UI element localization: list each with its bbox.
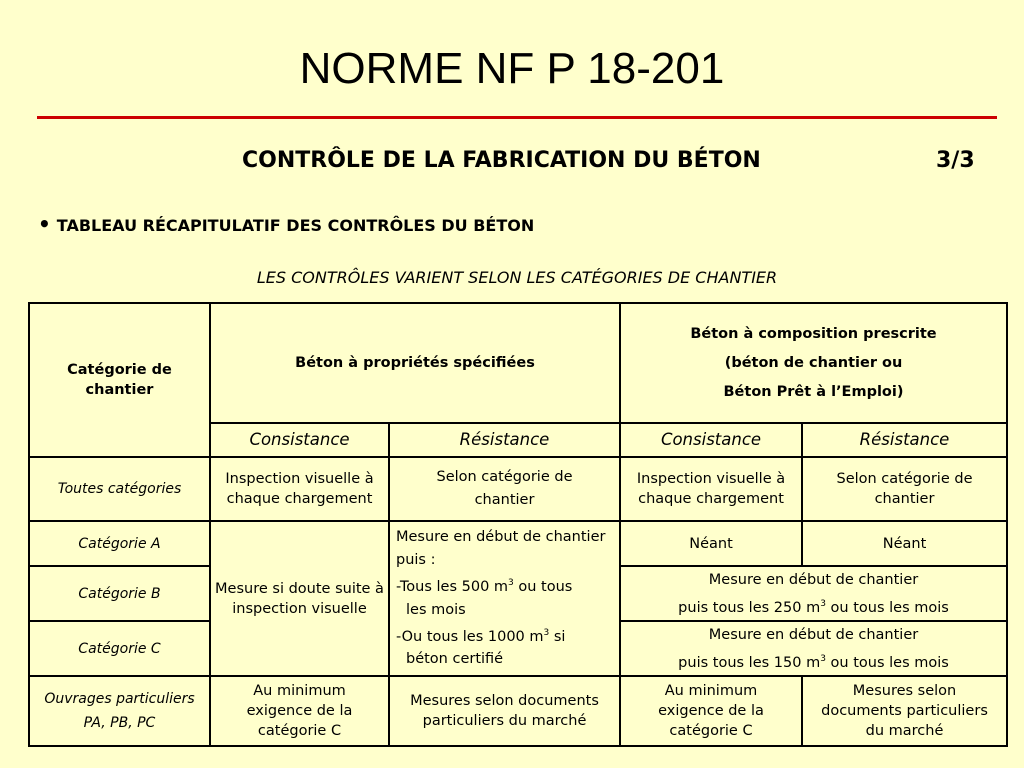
subheader-presc-resistance: Résistance bbox=[802, 423, 1007, 457]
header-presc-line-1: Béton à composition prescrite bbox=[690, 325, 937, 342]
abc-resistance-line-4-post: si bbox=[549, 628, 566, 645]
section-subtitle: CONTRÔLE DE LA FABRICATION DU BÉTON bbox=[242, 148, 761, 173]
abc-resistance-line-1: Mesure en début de chantier puis : bbox=[396, 528, 606, 568]
abc-resistance-line-4 bbox=[396, 622, 616, 649]
abc-resistance-line-4-sup: 3 bbox=[543, 627, 550, 638]
cell-ouvrages-spec-consistance-text: Au minimum exigence de la catégorie C bbox=[246, 683, 353, 739]
row-label-b: Catégorie B bbox=[29, 566, 210, 621]
abc-resistance-line-5: béton certifié bbox=[406, 651, 504, 668]
cell-ouvrages-presc-consistance-text: Au minimum exigence de la catégorie C bbox=[658, 683, 764, 739]
header-category bbox=[29, 303, 210, 457]
bullet-item bbox=[38, 212, 534, 236]
cell-b-presc-line-2 bbox=[624, 592, 1003, 620]
header-category-label: Catégorie de chantier bbox=[67, 362, 172, 398]
abc-resistance-line-2-text: -Tous les 500 m bbox=[396, 578, 509, 595]
cell-ouvrages-spec-resistance bbox=[389, 676, 620, 746]
cell-c-presc-line-2-text: puis tous les 150 m bbox=[678, 654, 821, 671]
subheader-spec-consistance: Consistance bbox=[210, 423, 389, 457]
cell-c-presc bbox=[620, 621, 1007, 676]
table-row bbox=[29, 521, 1007, 566]
row-label-a: Catégorie A bbox=[29, 521, 210, 566]
row-label-ouvrages-line-1: Ouvrages particuliers bbox=[44, 691, 195, 707]
cell-ouvrages-presc-resistance-text: Mesures selon documents particuliers du marché bbox=[821, 683, 988, 739]
bullet-text: TABLEAU RÉCAPITULATIF DES CONTRÔLES DU BÉTON bbox=[56, 216, 535, 235]
cell-toutes-presc-consistance: Inspection visuelle à chaque chargement bbox=[620, 457, 802, 521]
cell-c-presc-line-2-post: ou tous les mois bbox=[825, 654, 949, 671]
subheader-spec-resistance: Résistance bbox=[389, 423, 620, 457]
cell-toutes-spec-resistance-line-1: Selon catégorie de bbox=[436, 469, 573, 485]
cell-toutes-spec-resistance bbox=[389, 457, 620, 521]
cell-a-presc-resistance: Néant bbox=[802, 521, 1007, 566]
cell-toutes-spec-consistance: Inspection visuelle à chaque chargement bbox=[210, 457, 389, 521]
table-row bbox=[29, 676, 1007, 746]
abc-resistance-line-4-text: -Ou tous les 1000 m bbox=[396, 628, 544, 645]
cell-c-presc-line-2-sup: 3 bbox=[820, 653, 826, 664]
abc-resistance-line-2-sup: 3 bbox=[508, 577, 514, 588]
cell-b-presc-line-2-sup: 3 bbox=[820, 598, 826, 609]
header-presc-line-2: (béton de chantier ou bbox=[724, 354, 903, 371]
cell-toutes-spec-resistance-line-2: chantier bbox=[474, 492, 535, 508]
cell-toutes-presc-resistance: Selon catégorie de chantier bbox=[802, 457, 1007, 521]
row-label-toutes: Toutes catégories bbox=[29, 457, 210, 521]
cell-c-presc-line-1: Mesure en début de chantier bbox=[708, 626, 919, 643]
cell-b-presc-line-2-post: ou tous les mois bbox=[825, 599, 949, 616]
cell-a-presc-consistance: Néant bbox=[620, 521, 802, 566]
cell-b-presc-line-1: Mesure en début de chantier bbox=[708, 571, 919, 588]
row-label-ouvrages-line-2: PA, PB, PC bbox=[83, 715, 156, 731]
abc-resistance-line-3: les mois bbox=[406, 601, 466, 618]
cell-ouvrages-spec-consistance bbox=[210, 676, 389, 746]
title-divider bbox=[37, 116, 997, 119]
table-caption: LES CONTRÔLES VARIENT SELON LES CATÉGORIES DE CHANTIER bbox=[256, 268, 778, 287]
table-row bbox=[29, 457, 1007, 521]
table-header-row bbox=[29, 303, 1007, 423]
cell-abc-spec-consistance: Mesure si doute suite à inspection visuelle bbox=[210, 521, 389, 676]
cell-ouvrages-presc-resistance bbox=[802, 676, 1007, 746]
header-presc bbox=[620, 303, 1007, 423]
cell-ouvrages-presc-consistance bbox=[620, 676, 802, 746]
recap-table bbox=[28, 302, 1008, 747]
cell-abc-spec-resistance bbox=[389, 521, 620, 676]
abc-resistance-line-2 bbox=[396, 572, 616, 599]
header-presc-line-3: Béton Prêt à l’Emploi) bbox=[723, 383, 904, 400]
subheader-presc-consistance: Consistance bbox=[620, 423, 802, 457]
slide-title: NORME NF P 18-201 bbox=[299, 44, 725, 93]
abc-resistance-line-2-post: ou tous bbox=[513, 578, 573, 595]
row-label-c: Catégorie C bbox=[29, 621, 210, 676]
header-spec-label: Béton à propriétés spécifiées bbox=[295, 355, 535, 371]
page-indicator: 3/3 bbox=[936, 148, 975, 173]
row-label-ouvrages bbox=[29, 676, 210, 746]
cell-ouvrages-spec-resistance-text: Mesures selon documents particuliers du marché bbox=[410, 693, 599, 729]
header-spec bbox=[210, 303, 620, 423]
cell-c-presc-line-2 bbox=[624, 647, 1003, 675]
cell-b-presc bbox=[620, 566, 1007, 621]
bullet-icon: • bbox=[38, 212, 51, 236]
cell-b-presc-line-2-text: puis tous les 250 m bbox=[678, 599, 821, 616]
